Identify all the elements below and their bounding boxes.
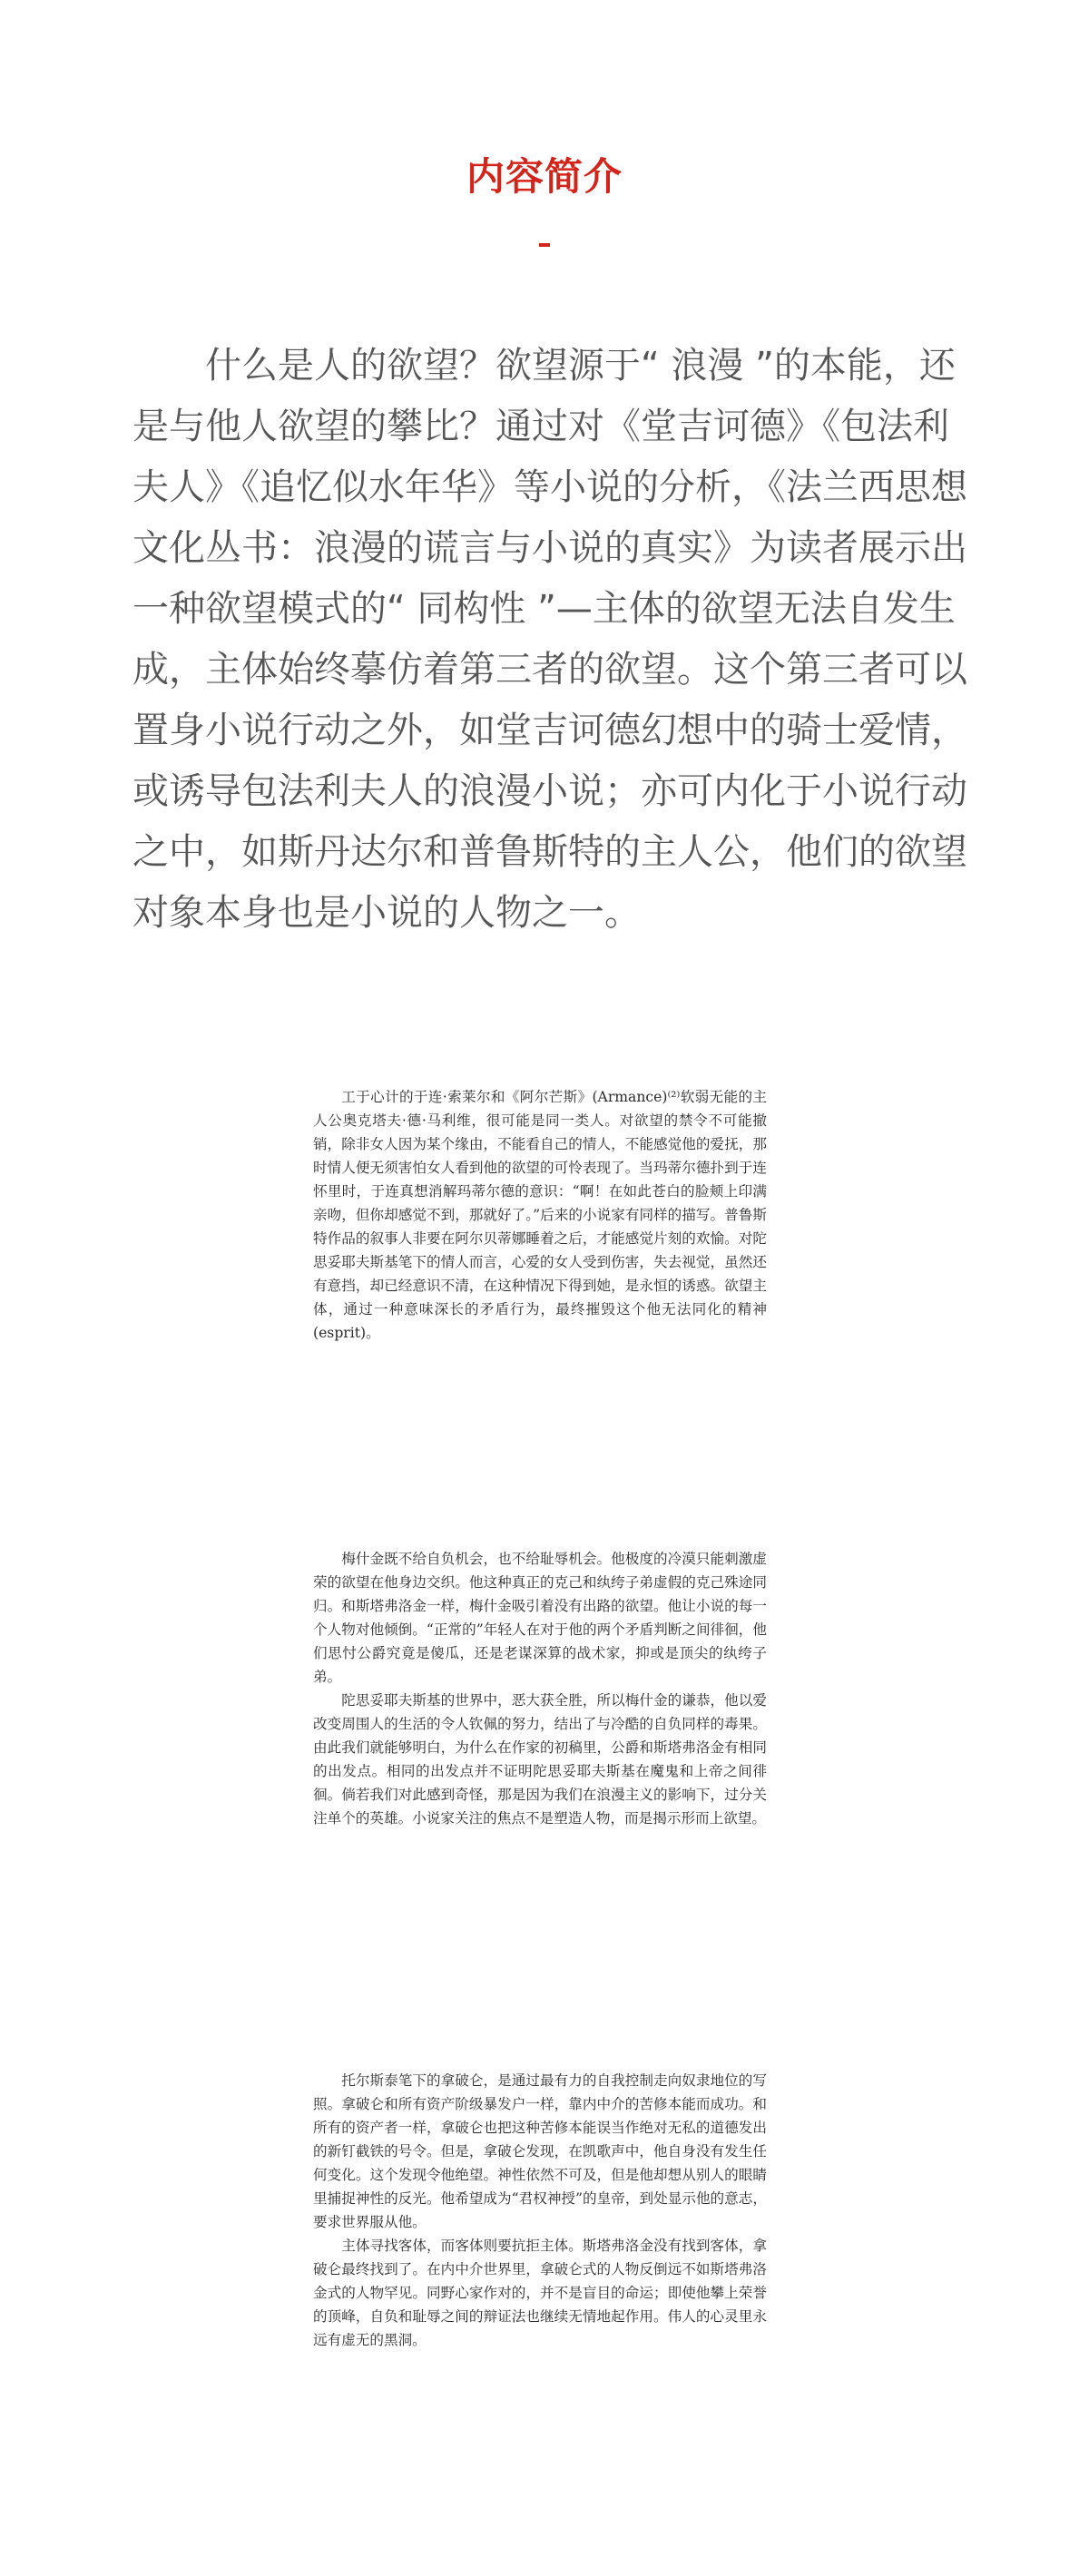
excerpt-paragraph: 主体寻找客体，而客体则要抗拒主体。斯塔弗洛金没有找到客体，拿破仑最终找到了。在内中介世界里，拿破仑式的人物反倒远不如斯塔弗洛金式的人物罕见。同野心家作对的，并不是盲目的命运；即使他攀上荣誉的顶峰，自负和耻辱之间的辩证法也继续无情地起作用。伟人的心灵里永远有虚无的黑洞。 [313,2238,767,2348]
excerpt-paragraph: 托尔斯泰笔下的拿破仑，是通过最有力的自我控制走向奴隶地位的写照。拿破仑和所有资产阶级暴发户一样，靠内中介的苦修本能而成功。和所有的资产者一样，拿破仑也把这种苦修本能误当作绝对无私的道德发出的新钉截铁的号令。但是，拿破仑发现，在凯歌声中，他自身没有发生任何变化。这个发现令他绝望。神性依然不可及，但是他却想从别人的眼睛里捕捉神性的反光。他希望成为“君权神授”的皇帝，到处显示他的意志，要求世界服从他。 [313,2072,767,2230]
book-excerpt-2 [313,1547,767,1830]
excerpt-paragraph: 梅什金既不给自负机会，也不给耻辱机会。他极度的冷漠只能刺激虚荣的欲望在他身边交织。他这种真正的克己和纨绔子弟虚假的克己殊途同归。和斯塔弗洛金一样，梅什金吸引着没有出路的欲望。他让小说的每一个人物对他倾倒。“正常的”年轻人在对于他的两个矛盾判断之间徘徊，他们思忖公爵究竟是傻瓜，还是老谋深算的战术家，抑或是顶尖的纨绔子弟。 [313,1551,767,1685]
book-excerpt-1 [313,1085,767,1345]
intro-paragraph: 什么是人的欲望？欲望源于“ 浪漫 ”的本能，还是与他人欲望的攀比？通过对《堂吉诃德》《包法利夫人》《追忆似水年华》等小说的分析，《法兰西思想文化丛书：浪漫的谎言与小说的真实》为读者展示出一种欲望模式的“ 同构性 ”—主体的欲望无法自发生成，主体始终摹仿着第三者的欲望。这个第三者可以置身小说行动之外，如堂吉诃德幻想中的骑士爱情，或诱导包法利夫人的浪漫小说；亦可内化于小说行动之中，如斯丹达尔和普鲁斯特的主人公，他们的欲望对象本身也是小说的人物之一。 [132,345,967,934]
excerpt-paragraph: 陀思妥耶夫斯基的世界中，恶大获全胜，所以梅什金的谦恭，他以爱改变周围人的生活的令人钦佩的努力，结出了与冷酷的自负同样的毒果。由此我们就能够明白，为什么在作家的初稿里，公爵和斯塔弗洛金有相同的出发点。相同的出发点并不证明陀思妥耶夫斯基在魔鬼和上帝之间徘徊。倘若我们对此感到奇怪，那是因为我们在浪漫主义的影响下，过分关注单个的英雄。小说家关注的焦点不是塑造人物，而是揭示形而上欲望。 [313,1692,767,1827]
book-excerpt-3 [313,2069,767,2352]
section-title: 内容简介 [466,154,623,199]
excerpt-paragraph: 工于心计的于连·索莱尔和《阿尔芒斯》(Armance)⁽²⁾软弱无能的主人公奥克塔夫·德·马利维，很可能是同一类人。对欲望的禁令不可能撤销，除非女人因为某个缘由，不能看自己的情人，不能感觉他的爱抚，那时情人便无须害怕女人看到他的欲望的可怜表现了。当玛蒂尔德扑到于连怀里时，于连真想消解玛蒂尔德的意识：“啊！在如此苍白的脸颊上印满亲吻，但你却感觉不到，那就好了。”后来的小说家有同样的描写。普鲁斯特作品的叙事人非要在阿尔贝蒂娜睡着之后，才能感觉片刻的欢愉。对陀思妥耶夫斯基笔下的情人而言，心爱的女人受到伤害，失去视觉，虽然还有意挡，却已经意识不清，在这种情况下得到她，是永恒的诱惑。欲望主体，通过一种意味深长的矛盾行为，最终摧毁这个他无法同化的精神(esprit)。 [313,1089,767,1341]
title-dash-divider [539,243,550,247]
